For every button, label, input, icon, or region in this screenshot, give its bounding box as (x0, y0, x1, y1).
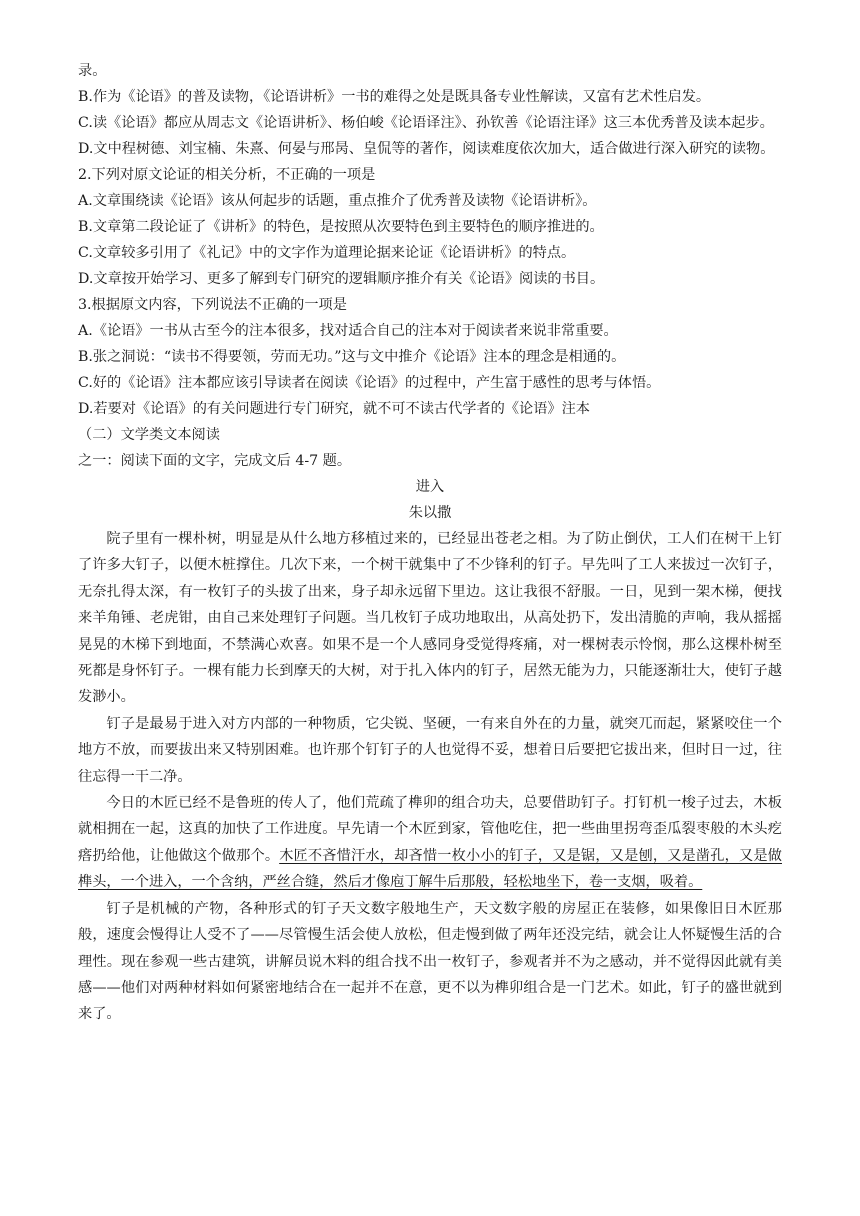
section-instruction: 之一：阅读下面的文字，完成文后 4-7 题。 (78, 453, 352, 469)
article-paragraph-3-text: 今日的木匠已经不是鲁班的传人了，他们荒疏了榫卯的组合功夫，总要借助钉子。打钉机一梭子过去，木板就相拥在一起，这真的加快了工作进度。早先请一个木匠到家，管他吃住，把一些曲里拐弯歪瓜裂枣般的木头疙瘩扔给他，让他做这个做那个。 (78, 795, 782, 864)
article-author: 朱以撒 (408, 505, 452, 521)
article-paragraph-2: 钉子是最易于进入对方内部的一种物质，它尖锐、坚硬，一有来自外在的力量，就突兀而起，紧紧咬住一个地方不放，而要拔出来又特别困难。也许那个钉钉子的人也觉得不妥，想着日后要把它拔出来，但时日一过，往往忘得一干二净。 (78, 715, 782, 785)
q3-option-d: D.若要对《论语》的有关问题进行专门研究，就不可不读古代学者的《论语》注本 (78, 401, 590, 417)
article-title: 进入 (415, 479, 445, 495)
q3-option-c: C.好的《论语》注本都应该引导读者在阅读《论语》的过程中，产生富于感性的思考与体悟。 (78, 375, 661, 391)
q1-option-c: C.读《论语》都应从周志文《论语讲析》、杨伯峻《论语译注》、孙钦善《论语注译》这三本优秀普及读本起步。 (78, 115, 774, 131)
q1-option-b: B.作为《论语》的普及读物，《论语讲析》一书的难得之处是既具备专业性解读，又富有艺术性启发。 (78, 89, 711, 105)
q2-stem: 2.下列对原文论证的相关分析，不正确的一项是 (78, 167, 376, 183)
q3-option-a: A.《论语》一书从古至今的注本很多，找对适合自己的注本对于阅读者来说非常重要。 (78, 323, 618, 339)
q1-option-d: D.文中程树德、刘宝楠、朱熹、何晏与邢昺、皇侃等的著作，阅读难度依次加大，适合做进行深入研究的读物。 (78, 141, 775, 157)
article-paragraph-4: 钉子是机械的产物，各种形式的钉子天文数字般地生产，天文数字般的房屋正在装修，如果像旧日木匠那般，速度会慢得让人受不了——尽管慢生活会使人放松，但走慢到做了两年还没完结，就会让人怀疑慢生活的合理性。现在参观一些古建筑，讲解员说木料的组合找不出一枚钉子，参观者并不为之感动，并不觉得因此就有美感——他们对两种材料如何紧密地结合在一起并不在意，更不以为榫卯组合是一门艺术。如此，钉子的盛世就到来了。 (78, 900, 782, 1023)
q2-option-a: A.文章围绕读《论语》该从何起步的话题，重点推介了优秀普及读物《论语讲析》。 (78, 193, 597, 209)
underlined-sentence: 木匠不吝惜汗水，却吝惜一枚小小的钉子，又是锯，又是刨，又是凿孔，又是做榫头，一个进入，一个含纳，严丝合缝，然后才像庖丁解牛后那般，轻松地坐下，卷一支烟，吸着。 (78, 847, 782, 891)
q2-option-c: C.文章较多引用了《礼记》中的文字作为道理论据来论证《论语讲析》的特点。 (78, 245, 576, 261)
section-heading: （二）文学类文本阅读 (78, 427, 220, 443)
article-paragraph-1: 院子里有一棵朴树，明显是从什么地方移植过来的，已经显出苍老之相。为了防止倒伏，工人们在树干上钉了许多大钉子，以便木桩撑住。几次下来，一个树干就集中了不少锋利的钉子。早先叫了工人来拔过一次钉子，无奈扎得太深，有一枚钉子的头拔了出来，身子却永远留下里边。这让我很不舒服。一日，见到一架木梯，便找来羊角锤、老虎钳，由自己来处理钉子问题。当几枚钉子成功地取出，从高处扔下，发出清脆的声响，我从摇摇晃晃的木梯下到地面，不禁满心欢喜。如果不是一个人感同身受觉得疼痛，对一棵树表示怜悯，那么这棵朴树至死都是身怀钉子。一棵有能力长到摩天的大树，对于扎入体内的钉子，居然无能为力，只能逐渐壮大，使钉子越发渺小。 (78, 531, 782, 706)
q2-option-d: D.文章按开始学习、更多了解到专门研究的逻辑顺序推介有关《论语》阅读的书目。 (78, 271, 605, 287)
q3-option-b: B.张之洞说：“读书不得要领，劳而无功。”这与文中推介《论语》注本的理念是相通的。 (78, 349, 626, 365)
q2-option-b: B.文章第二段论证了《讲析》的特色，是按照从次要特色到主要特色的顺序推进的。 (78, 219, 604, 235)
article-paragraph-3 (78, 790, 782, 896)
q1-option-a-continuation: 录。 (78, 63, 107, 79)
q3-stem: 3.根据原文内容，下列说法不正确的一项是 (78, 297, 347, 313)
